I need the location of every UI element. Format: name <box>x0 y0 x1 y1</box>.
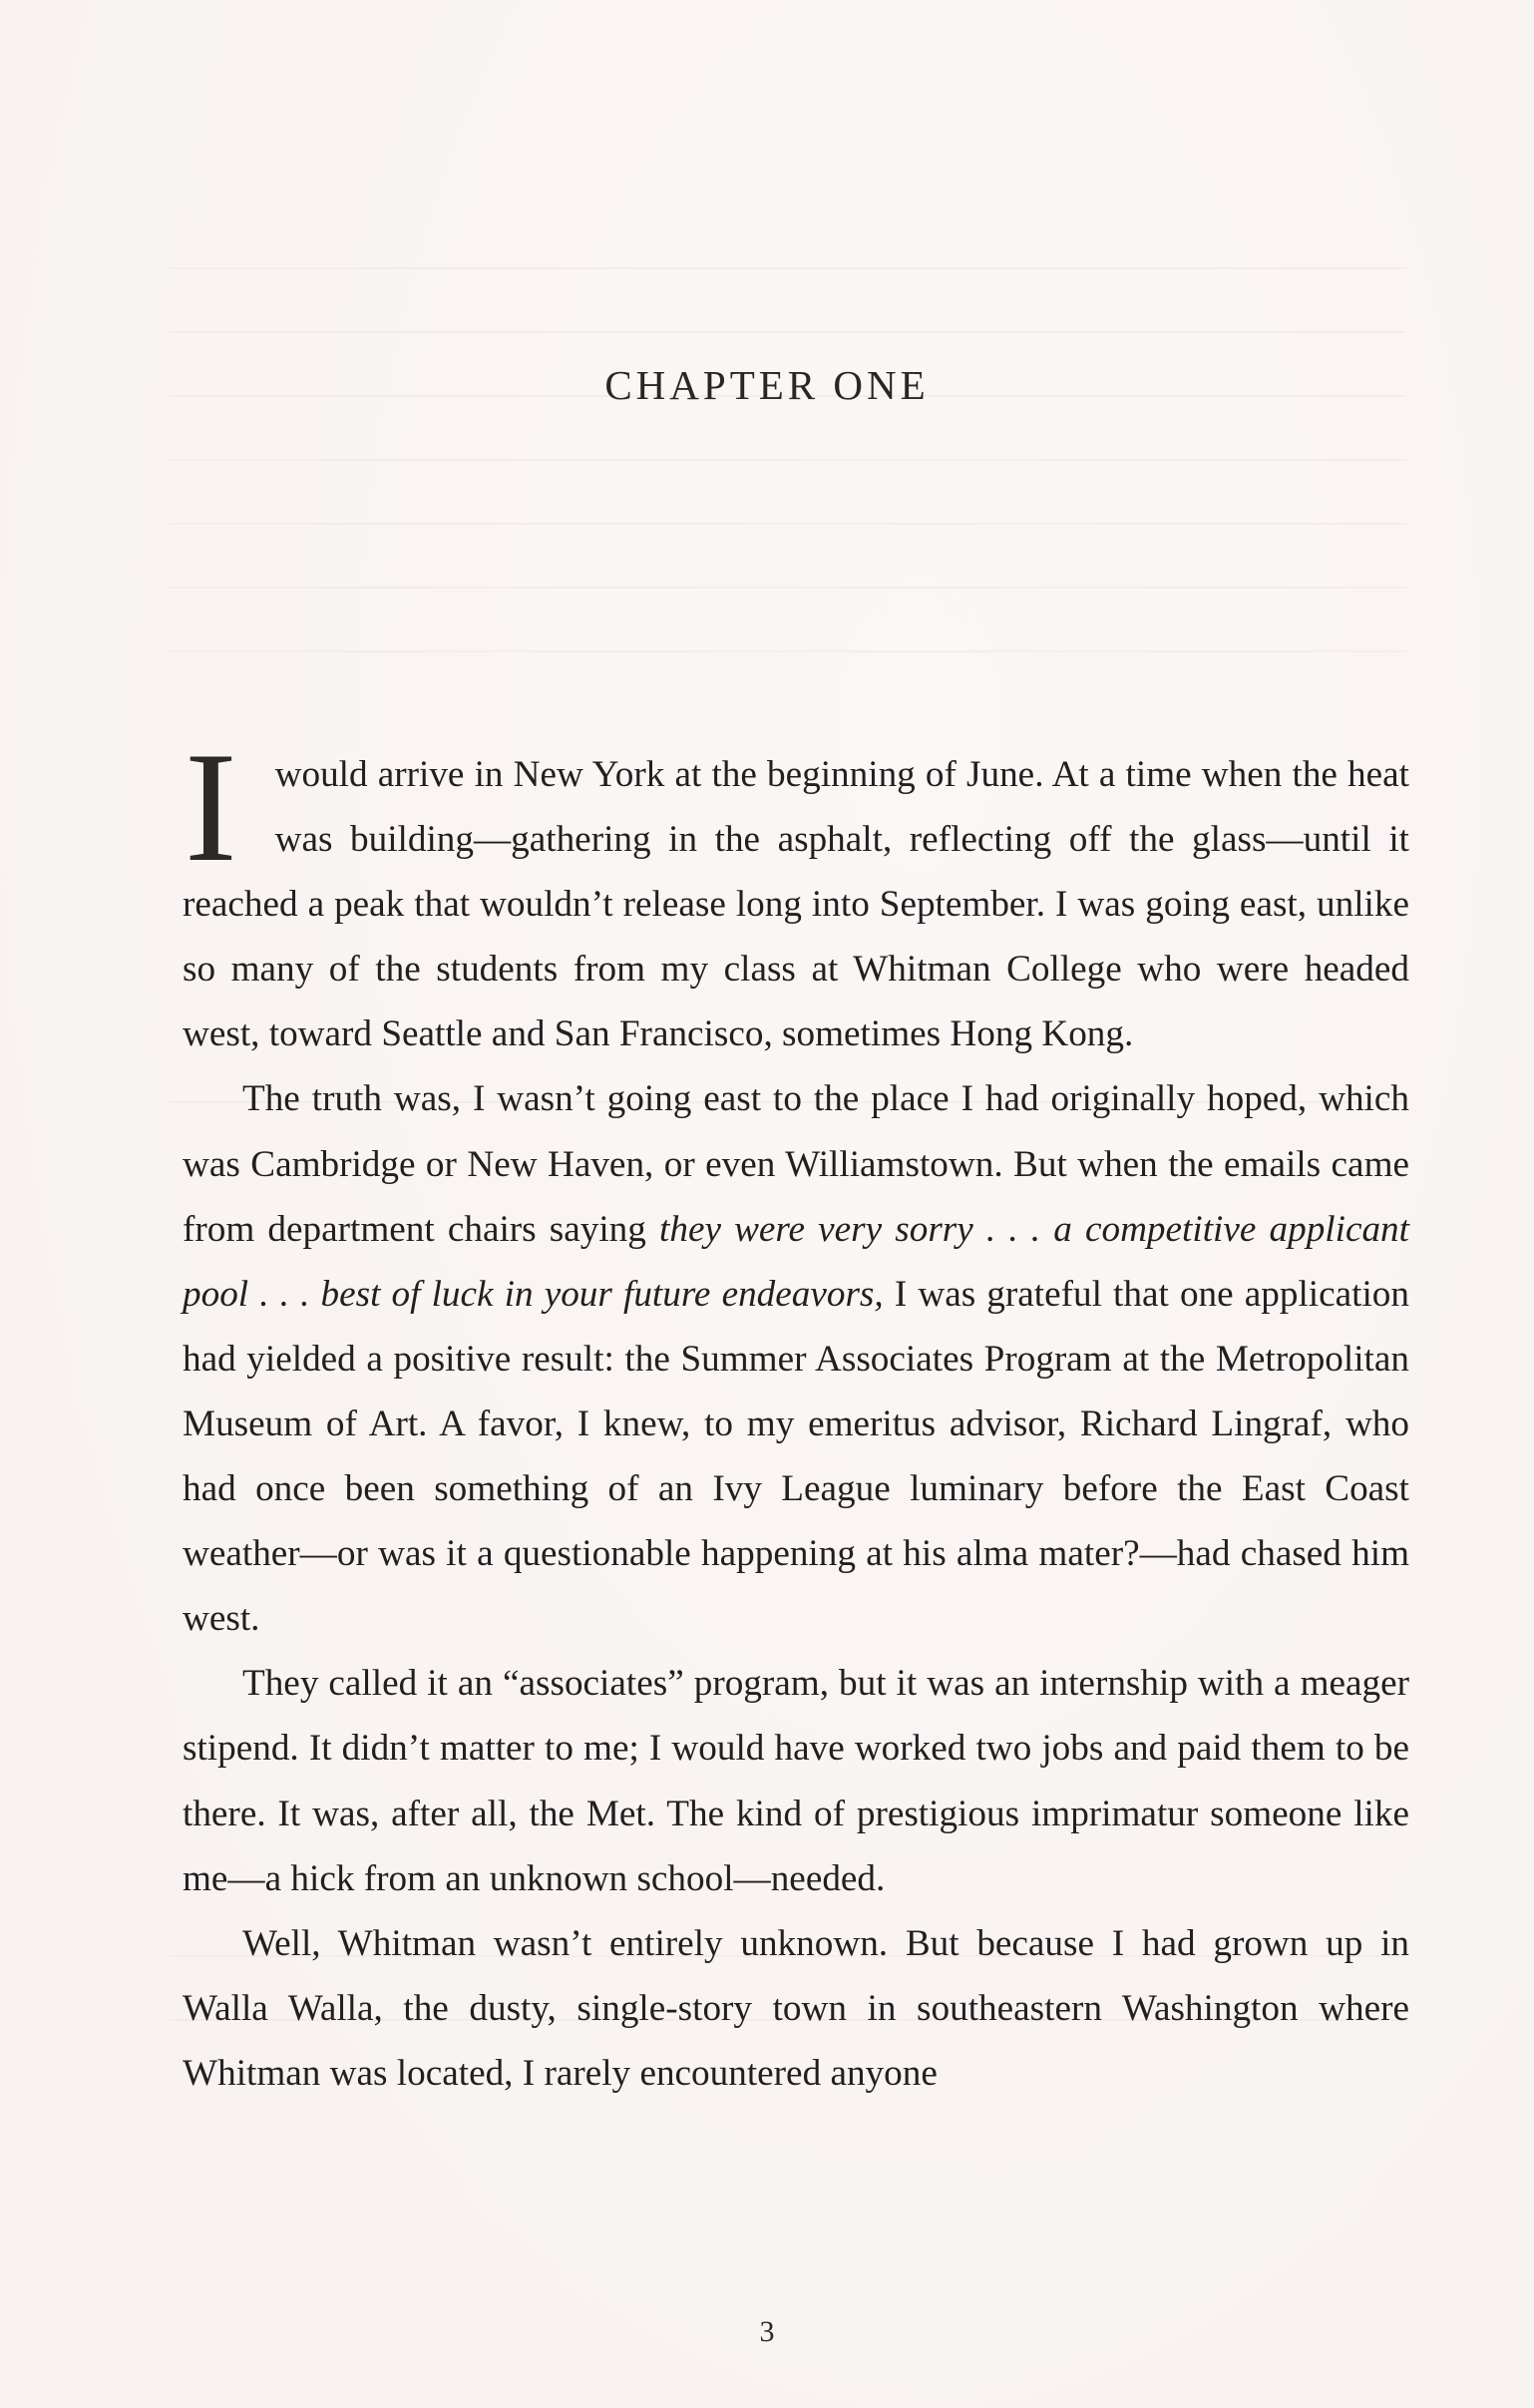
paragraph-1-text: would arrive in New York at the beginning of June. At a time when the heat was building—gathering in the asphalt, reflecting off the glass—until it reached a peak that wouldn’t release long into September. I was going east, unlike so many of the students from my class at Whitman College who were headed west, toward Seattle and San Francisco, sometimes Hong Kong. <box>183 754 1409 1055</box>
drop-cap: I <box>185 720 237 895</box>
paragraph-2-text-a: The truth was, I wasn’t going east to the place I had originally hoped, which was Cambridge or New Haven, or even Williamstown. But when the emails came from department chairs saying <box>183 1078 1409 1250</box>
show-through-line <box>170 267 1406 269</box>
paragraph-2 <box>183 1066 1409 1651</box>
show-through-line <box>170 523 1406 525</box>
show-through-line <box>170 459 1406 461</box>
paragraph-4: Well, Whitman wasn’t entirely unknown. But because I had grown up in Walla Walla, the dusty, single-story town in southeastern Washington where Whitman was located, I rarely encountered anyone <box>183 1922 1409 2094</box>
paragraph-2-text-b: I was grateful that one application had yielded a positive result: the Summer Associates Program at the Metropolitan Museum of Art. A favor, I knew, to my emeritus advisor, Richard Lingraf, who had once been something of an Ivy League luminary before the East Coast weather—or was it a questionable happening at his alma mater?—had chased him west. <box>183 1273 1409 1640</box>
show-through-line <box>170 587 1406 589</box>
body-text <box>183 720 1409 2106</box>
paragraph-3: They called it an “associates” program, but it was an internship with a meager stipend. It didn’t matter to me; I would have worked two jobs and paid them to be there. It was, after all, the Met. The kind of prestigious imprimatur someone like me—a hick from an unknown school—needed. <box>183 1663 1409 1899</box>
paragraph-1 <box>183 720 1409 1066</box>
chapter-title: CHAPTER ONE <box>604 362 930 408</box>
show-through-line <box>170 331 1406 333</box>
paragraph-2-italic: they were very sorry . . . a competitive applicant pool . . . best of luck in your future endeavors, <box>183 1208 1409 1315</box>
page-number: 3 <box>759 2315 775 2348</box>
show-through-line <box>170 650 1406 652</box>
